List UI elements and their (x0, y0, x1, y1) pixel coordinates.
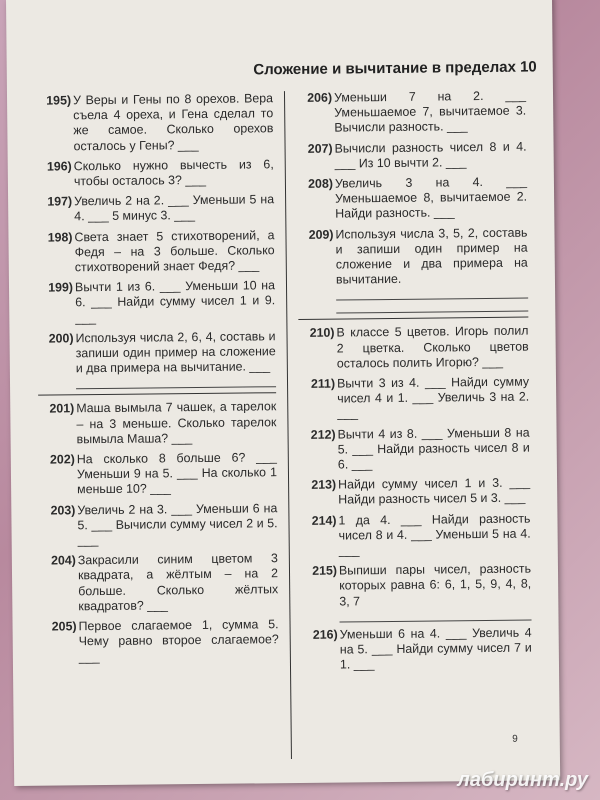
task-213 (300, 476, 530, 509)
task-text: Используя числа 2, 6, 4, составь и запиши один пример на сложение и два примера на вычитание. ___ (75, 329, 276, 376)
task-200 (37, 329, 276, 390)
answer-line[interactable] (336, 288, 528, 301)
task-206 (296, 89, 526, 137)
task-number: 199) (48, 280, 74, 295)
page-title: Сложение и вычитание в пределах 10 (253, 58, 537, 79)
task-number: 197) (47, 194, 73, 209)
right-column (296, 89, 532, 679)
task-text: Маша вымыла 7 чашек, а тарелок – на 3 меньше. Сколько тарелок вымыла Маша? ___ (76, 399, 277, 447)
task-number: 216) (312, 627, 338, 642)
task-216 (302, 625, 532, 673)
task-number: 208) (308, 176, 334, 191)
task-number: 213) (311, 477, 337, 493)
task-number: 196) (46, 159, 72, 174)
task-separator (298, 317, 528, 320)
task-number: 204) (50, 553, 76, 568)
page-number: 9 (512, 733, 518, 745)
task-number: 200) (48, 331, 74, 346)
task-214 (300, 511, 530, 559)
task-text: Используя числа 3, 5, 2, составь и запиши один пример на сложение и два примера на вычитание. (335, 225, 528, 287)
task-207 (296, 139, 526, 172)
task-208 (297, 175, 527, 223)
column-divider (284, 91, 292, 759)
task-212 (299, 425, 529, 473)
task-204 (40, 551, 279, 614)
task-text: 1 да 4. ___ Найди разность чисел 8 и 4. ___ Уменьши 5 на 4. ___ (338, 511, 531, 558)
task-202 (39, 450, 277, 498)
task-text: Уменьши 7 на 2. ___ Уменьшаемое 7, вычитаемое 3. Вычисли разность. ___ (333, 88, 527, 135)
task-text: Вычти 3 из 4. ___ Найди сумму чисел 4 и 1. ___ Увеличь 3 на 2. ___ (336, 374, 530, 422)
task-text: Увеличь 3 на 4. ___ Уменьшаемое 8, вычитаемое 2. Найди разность. ___ (334, 174, 528, 221)
workbook-page (6, 0, 560, 786)
task-number: 205) (51, 619, 77, 634)
left-column (35, 91, 279, 670)
answer-line[interactable] (336, 301, 528, 314)
task-text: Выпиши пары чисел, разность которых равна 6: 6, 1, 5, 9, 4, 8, 3, 7 (338, 561, 532, 609)
task-195 (35, 91, 274, 154)
task-215 (301, 562, 532, 623)
watermark-logo: лабиринт.ру (457, 769, 588, 791)
task-separator (38, 393, 276, 396)
task-text: Увеличь 2 на 3. ___ Уменьши 6 на 5. ___ Вычисли сумму чисел 2 и 5. ___ (77, 500, 278, 548)
answer-line[interactable] (339, 609, 531, 622)
task-211 (299, 375, 529, 423)
task-210 (298, 324, 528, 372)
task-text: Света знает 5 стихотворений, а Федя – на 3 больше. Сколько стихотворений знает Федя? ___ (74, 227, 275, 275)
task-199 (37, 278, 275, 326)
task-number: 214) (311, 513, 337, 528)
task-text: Вычти 4 из 8. ___ Уменьши 8 на 5. ___ Найди разность чисел 8 и 6. ___ (337, 425, 530, 472)
task-197 (36, 192, 274, 225)
task-number: 215) (312, 563, 338, 579)
task-text: Первое слагаемое 1, сумма 5. Чему равно второе слагаемое? ___ (78, 617, 279, 664)
task-number: 198) (47, 229, 73, 245)
task-text: Сколько нужно вычесть из 6, чтобы осталось 3? ___ (73, 157, 274, 189)
task-text: Закрасили синим цветом 3 квадрата, а жёлтым – на 2 больше. Сколько жёлтых квадратов? ___ (77, 551, 279, 614)
task-text: Вычисли разность чисел 8 и 4. ___ Из 10 вычти 2. ___ (334, 139, 527, 171)
task-number: 212) (310, 427, 336, 442)
task-number: 201) (49, 401, 75, 417)
task-196 (36, 157, 274, 190)
task-number: 207) (307, 141, 333, 156)
task-number: 210) (309, 326, 335, 341)
task-text: У Веры и Гены по 8 орехов. Вера съела 4 ореха, и Гена сделал то же самое. Сколько орехов осталось у Гены? ___ (72, 91, 274, 153)
task-text: Вычти 1 из 6. ___ Уменьши 10 на 6. ___ Найди сумму чисел 1 и 9. ___ (74, 278, 276, 325)
task-201 (38, 400, 276, 448)
task-text: Уменьши 6 на 4. ___ Увеличь 4 на 5. ___ Найди сумму чисел 7 и 1. ___ (339, 625, 532, 672)
task-text: В классе 5 цветов. Игорь полил 2 цветка. Сколько цветов осталось полить Игорю? ___ (336, 323, 529, 371)
task-203 (39, 501, 277, 549)
task-text: На сколько 8 больше 6? ___ Уменьши 9 на 5. ___ На сколько 1 меньше 10? ___ (76, 450, 278, 497)
task-198 (36, 228, 274, 276)
answer-line[interactable] (76, 377, 276, 390)
task-number: 203) (50, 502, 76, 518)
task-205 (40, 617, 278, 665)
task-number: 206) (307, 90, 333, 105)
task-209 (297, 225, 528, 314)
task-number: 195) (46, 93, 72, 108)
task-number: 211) (310, 376, 336, 391)
task-text: Найди сумму чисел 1 и 3. ___ Найди разность чисел 5 и 3. ___ (338, 475, 531, 508)
task-text: Увеличь 2 на 2. ___ Уменьши 5 на 4. ___ 5 минус 3. ___ (74, 192, 275, 224)
task-number: 202) (49, 452, 75, 467)
task-number: 209) (308, 227, 334, 242)
